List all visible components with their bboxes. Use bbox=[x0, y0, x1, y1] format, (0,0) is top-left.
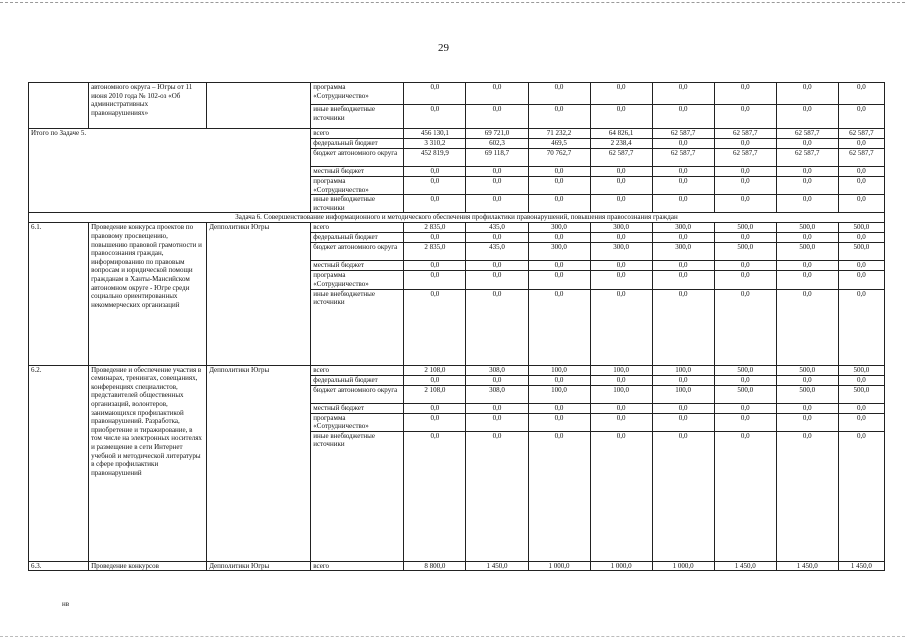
amount-cell: 1 000,0 bbox=[590, 561, 652, 571]
funding-source: программа «Сотрудничество» bbox=[311, 271, 404, 289]
amount-cell: 0,0 bbox=[466, 431, 528, 561]
amount-cell: 0,0 bbox=[466, 271, 528, 289]
amount-cell: 0,0 bbox=[652, 431, 714, 561]
table-row bbox=[29, 365, 885, 375]
item-number: 6.1. bbox=[29, 223, 89, 365]
funding-source: иные внебюджетные источники bbox=[311, 105, 404, 129]
funding-source: программа «Сотрудничество» bbox=[311, 177, 404, 195]
amount-cell: 0,0 bbox=[714, 139, 776, 149]
amount-cell: 0,0 bbox=[404, 233, 466, 243]
funding-source: программа «Сотрудничество» bbox=[311, 413, 404, 431]
amount-cell: 0,0 bbox=[714, 177, 776, 195]
amount-cell: 300,0 bbox=[652, 243, 714, 261]
page-number: 29 bbox=[438, 42, 449, 54]
amount-cell: 0,0 bbox=[652, 105, 714, 129]
amount-cell: 0,0 bbox=[776, 431, 838, 561]
amount-cell: 100,0 bbox=[528, 385, 590, 403]
table-row bbox=[29, 561, 885, 571]
funding-source: федеральный бюджет bbox=[311, 233, 404, 243]
item-name: Проведение и обеспечение участия в семинарах, тренингах, совещаниях, конференциях специалистов, представителей общественных организаций, волонтеров, занимающихся профилактикой правонарушений. Разработка, приобретение и тиражирование, в том числе на электронных носителях и размещение в сети Интернет учебной и методической литературы в сфере профилактики правонарушений bbox=[89, 365, 207, 561]
amount-cell: 2 108,0 bbox=[404, 365, 466, 375]
amount-cell: 0,0 bbox=[776, 139, 838, 149]
amount-cell: 0,0 bbox=[528, 83, 590, 105]
amount-cell: 0,0 bbox=[404, 167, 466, 177]
budget-table bbox=[28, 82, 885, 571]
item-number: 6.3. bbox=[29, 561, 89, 571]
amount-cell: 308,0 bbox=[466, 365, 528, 375]
amount-cell: 0,0 bbox=[714, 167, 776, 177]
amount-cell: 69 118,7 bbox=[466, 149, 528, 167]
amount-cell: 1 450,0 bbox=[714, 561, 776, 571]
amount-cell: 0,0 bbox=[404, 431, 466, 561]
amount-cell: 0,0 bbox=[404, 177, 466, 195]
amount-cell: 500,0 bbox=[838, 385, 884, 403]
amount-cell: 500,0 bbox=[776, 385, 838, 403]
amount-cell: 0,0 bbox=[466, 195, 528, 213]
amount-cell: 62 587,7 bbox=[838, 129, 884, 139]
amount-cell: 0,0 bbox=[590, 105, 652, 129]
amount-cell: 500,0 bbox=[838, 365, 884, 375]
funding-source: местный бюджет bbox=[311, 261, 404, 271]
amount-cell: 0,0 bbox=[466, 167, 528, 177]
scan-top-edge bbox=[0, 2, 905, 3]
amount-cell: 0,0 bbox=[776, 413, 838, 431]
executor: Депполитики Югры bbox=[207, 561, 311, 571]
amount-cell: 300,0 bbox=[528, 243, 590, 261]
amount-cell: 100,0 bbox=[590, 365, 652, 375]
amount-cell: 435,0 bbox=[466, 243, 528, 261]
amount-cell: 0,0 bbox=[404, 105, 466, 129]
amount-cell: 62 587,7 bbox=[652, 129, 714, 139]
funding-source: бюджет автономного округа bbox=[311, 149, 404, 167]
amount-cell: 0,0 bbox=[590, 271, 652, 289]
amount-cell: 0,0 bbox=[590, 261, 652, 271]
funding-source: федеральный бюджет bbox=[311, 375, 404, 385]
amount-cell: 469,5 bbox=[528, 139, 590, 149]
amount-cell: 300,0 bbox=[652, 223, 714, 233]
amount-cell: 0,0 bbox=[776, 261, 838, 271]
amount-cell: 0,0 bbox=[776, 403, 838, 413]
amount-cell: 0,0 bbox=[590, 83, 652, 105]
executor: Депполитики Югры bbox=[207, 223, 311, 365]
amount-cell: 0,0 bbox=[776, 271, 838, 289]
amount-cell: 62 587,7 bbox=[714, 129, 776, 139]
amount-cell: 0,0 bbox=[466, 289, 528, 365]
amount-cell: 500,0 bbox=[714, 243, 776, 261]
amount-cell: 0,0 bbox=[466, 261, 528, 271]
amount-cell: 308,0 bbox=[466, 385, 528, 403]
item-name: автономного округа – Югры от 11 июня 2010 года № 102-оз «Об административных правонарушениях» bbox=[89, 83, 207, 129]
item-number-cell bbox=[29, 83, 89, 129]
amount-cell: 0,0 bbox=[404, 83, 466, 105]
table-row bbox=[29, 83, 885, 105]
amount-cell: 0,0 bbox=[776, 105, 838, 129]
amount-cell: 2 108,0 bbox=[404, 385, 466, 403]
amount-cell: 0,0 bbox=[838, 105, 884, 129]
amount-cell: 0,0 bbox=[838, 261, 884, 271]
amount-cell: 0,0 bbox=[776, 167, 838, 177]
amount-cell: 0,0 bbox=[776, 289, 838, 365]
amount-cell: 0,0 bbox=[466, 413, 528, 431]
amount-cell: 0,0 bbox=[838, 431, 884, 561]
amount-cell: 0,0 bbox=[466, 233, 528, 243]
funding-source: иные внебюджетные источники bbox=[311, 195, 404, 213]
amount-cell: 0,0 bbox=[652, 177, 714, 195]
amount-cell: 0,0 bbox=[404, 195, 466, 213]
amount-cell: 62 587,7 bbox=[838, 149, 884, 167]
amount-cell: 0,0 bbox=[466, 83, 528, 105]
funding-source: бюджет автономного округа bbox=[311, 243, 404, 261]
amount-cell: 0,0 bbox=[466, 403, 528, 413]
amount-cell: 0,0 bbox=[528, 261, 590, 271]
amount-cell: 0,0 bbox=[590, 233, 652, 243]
amount-cell: 0,0 bbox=[528, 105, 590, 129]
amount-cell: 0,0 bbox=[838, 375, 884, 385]
amount-cell: 62 587,7 bbox=[714, 149, 776, 167]
amount-cell: 0,0 bbox=[404, 375, 466, 385]
amount-cell: 0,0 bbox=[528, 233, 590, 243]
amount-cell: 0,0 bbox=[838, 83, 884, 105]
amount-cell: 0,0 bbox=[590, 289, 652, 365]
amount-cell: 500,0 bbox=[776, 365, 838, 375]
amount-cell: 1 450,0 bbox=[776, 561, 838, 571]
amount-cell: 0,0 bbox=[652, 261, 714, 271]
executor-cell bbox=[207, 83, 311, 129]
amount-cell: 0,0 bbox=[714, 403, 776, 413]
amount-cell: 0,0 bbox=[652, 167, 714, 177]
amount-cell: 100,0 bbox=[652, 385, 714, 403]
amount-cell: 0,0 bbox=[466, 375, 528, 385]
amount-cell: 602,3 bbox=[466, 139, 528, 149]
amount-cell: 0,0 bbox=[838, 233, 884, 243]
amount-cell: 0,0 bbox=[404, 261, 466, 271]
amount-cell: 62 587,7 bbox=[652, 149, 714, 167]
amount-cell: 0,0 bbox=[714, 271, 776, 289]
amount-cell: 0,0 bbox=[776, 233, 838, 243]
amount-cell: 300,0 bbox=[528, 223, 590, 233]
amount-cell: 456 130,1 bbox=[404, 129, 466, 139]
item-name: Проведение конкурса проектов по правовому просвещению, повышению правовой грамотности и правосознания граждан, информированию по правовым вопросам и юридической помощи гражданам в Ханты-Мансийском автономном округе - Югре среди социально ориентированных некоммерческих организаций bbox=[89, 223, 207, 365]
amount-cell: 0,0 bbox=[714, 195, 776, 213]
amount-cell: 0,0 bbox=[776, 177, 838, 195]
executor: Депполитики Югры bbox=[207, 365, 311, 561]
amount-cell: 2 835,0 bbox=[404, 243, 466, 261]
amount-cell: 0,0 bbox=[838, 177, 884, 195]
amount-cell: 500,0 bbox=[714, 365, 776, 375]
amount-cell: 0,0 bbox=[838, 139, 884, 149]
amount-cell: 0,0 bbox=[528, 403, 590, 413]
amount-cell: 3 310,2 bbox=[404, 139, 466, 149]
amount-cell: 0,0 bbox=[404, 413, 466, 431]
amount-cell: 500,0 bbox=[714, 385, 776, 403]
item-name: Проведение конкурсов bbox=[89, 561, 207, 571]
amount-cell: 0,0 bbox=[714, 375, 776, 385]
amount-cell: 500,0 bbox=[838, 243, 884, 261]
amount-cell: 100,0 bbox=[590, 385, 652, 403]
amount-cell: 0,0 bbox=[838, 403, 884, 413]
amount-cell: 0,0 bbox=[838, 167, 884, 177]
amount-cell: 0,0 bbox=[652, 83, 714, 105]
amount-cell: 0,0 bbox=[652, 375, 714, 385]
amount-cell: 0,0 bbox=[714, 83, 776, 105]
scan-bottom-edge bbox=[0, 636, 905, 637]
amount-cell: 500,0 bbox=[838, 223, 884, 233]
table-row bbox=[29, 213, 885, 223]
amount-cell: 0,0 bbox=[714, 233, 776, 243]
amount-cell: 0,0 bbox=[590, 177, 652, 195]
amount-cell: 435,0 bbox=[466, 223, 528, 233]
amount-cell: 1 450,0 bbox=[838, 561, 884, 571]
amount-cell: 0,0 bbox=[528, 375, 590, 385]
footer-note: нв bbox=[62, 600, 70, 608]
amount-cell: 2 238,4 bbox=[590, 139, 652, 149]
amount-cell: 100,0 bbox=[652, 365, 714, 375]
amount-cell: 500,0 bbox=[714, 223, 776, 233]
item-number: 6.2. bbox=[29, 365, 89, 561]
amount-cell: 62 587,7 bbox=[590, 149, 652, 167]
amount-cell: 0,0 bbox=[590, 167, 652, 177]
amount-cell: 0,0 bbox=[404, 403, 466, 413]
amount-cell: 500,0 bbox=[776, 243, 838, 261]
amount-cell: 0,0 bbox=[838, 271, 884, 289]
amount-cell: 500,0 bbox=[776, 223, 838, 233]
amount-cell: 0,0 bbox=[404, 289, 466, 365]
amount-cell: 0,0 bbox=[528, 431, 590, 561]
amount-cell: 69 721,0 bbox=[466, 129, 528, 139]
amount-cell: 0,0 bbox=[466, 105, 528, 129]
amount-cell: 62 587,7 bbox=[776, 149, 838, 167]
amount-cell: 0,0 bbox=[838, 195, 884, 213]
amount-cell: 0,0 bbox=[652, 289, 714, 365]
amount-cell: 0,0 bbox=[838, 413, 884, 431]
amount-cell: 0,0 bbox=[652, 233, 714, 243]
amount-cell: 1 000,0 bbox=[652, 561, 714, 571]
amount-cell: 0,0 bbox=[528, 177, 590, 195]
amount-cell: 0,0 bbox=[590, 195, 652, 213]
amount-cell: 0,0 bbox=[590, 431, 652, 561]
amount-cell: 0,0 bbox=[776, 195, 838, 213]
amount-cell: 0,0 bbox=[652, 271, 714, 289]
amount-cell: 0,0 bbox=[652, 195, 714, 213]
amount-cell: 0,0 bbox=[714, 105, 776, 129]
funding-source: иные внебюджетные источники bbox=[311, 431, 404, 561]
amount-cell: 0,0 bbox=[714, 413, 776, 431]
amount-cell: 0,0 bbox=[590, 403, 652, 413]
amount-cell: 0,0 bbox=[528, 195, 590, 213]
amount-cell: 452 819,9 bbox=[404, 149, 466, 167]
amount-cell: 0,0 bbox=[528, 271, 590, 289]
amount-cell: 70 762,7 bbox=[528, 149, 590, 167]
amount-cell: 0,0 bbox=[714, 431, 776, 561]
amount-cell: 0,0 bbox=[776, 375, 838, 385]
amount-cell: 0,0 bbox=[838, 289, 884, 365]
task-header: Задача 6. Совершенствование информационного и методического обеспечения профилактики правонарушений, повышения правосознания граждан bbox=[29, 213, 885, 223]
funding-source: бюджет автономного округа bbox=[311, 385, 404, 403]
funding-source: местный бюджет bbox=[311, 167, 404, 177]
amount-cell: 1 450,0 bbox=[466, 561, 528, 571]
amount-cell: 2 835,0 bbox=[404, 223, 466, 233]
amount-cell: 0,0 bbox=[714, 261, 776, 271]
amount-cell: 0,0 bbox=[714, 289, 776, 365]
funding-source: всего bbox=[311, 223, 404, 233]
amount-cell: 0,0 bbox=[528, 289, 590, 365]
amount-cell: 64 826,1 bbox=[590, 129, 652, 139]
amount-cell: 71 232,2 bbox=[528, 129, 590, 139]
funding-source: всего bbox=[311, 561, 404, 571]
amount-cell: 300,0 bbox=[590, 243, 652, 261]
amount-cell: 0,0 bbox=[404, 271, 466, 289]
amount-cell: 0,0 bbox=[528, 167, 590, 177]
amount-cell: 62 587,7 bbox=[776, 129, 838, 139]
amount-cell: 8 800,0 bbox=[404, 561, 466, 571]
funding-source: всего bbox=[311, 365, 404, 375]
funding-source: всего bbox=[311, 129, 404, 139]
amount-cell: 100,0 bbox=[528, 365, 590, 375]
amount-cell: 0,0 bbox=[652, 413, 714, 431]
amount-cell: 0,0 bbox=[652, 139, 714, 149]
funding-source: программа «Сотрудничество» bbox=[311, 83, 404, 105]
amount-cell: 0,0 bbox=[776, 83, 838, 105]
amount-cell: 0,0 bbox=[466, 177, 528, 195]
amount-cell: 1 000,0 bbox=[528, 561, 590, 571]
amount-cell: 0,0 bbox=[528, 413, 590, 431]
funding-source: иные внебюджетные источники bbox=[311, 289, 404, 365]
amount-cell: 0,0 bbox=[590, 375, 652, 385]
funding-source: федеральный бюджет bbox=[311, 139, 404, 149]
table-row bbox=[29, 223, 885, 233]
amount-cell: 0,0 bbox=[590, 413, 652, 431]
table-row bbox=[29, 129, 885, 139]
total-label: Итого по Задаче 5. bbox=[29, 129, 311, 213]
amount-cell: 300,0 bbox=[590, 223, 652, 233]
funding-source: местный бюджет bbox=[311, 403, 404, 413]
amount-cell: 0,0 bbox=[652, 403, 714, 413]
